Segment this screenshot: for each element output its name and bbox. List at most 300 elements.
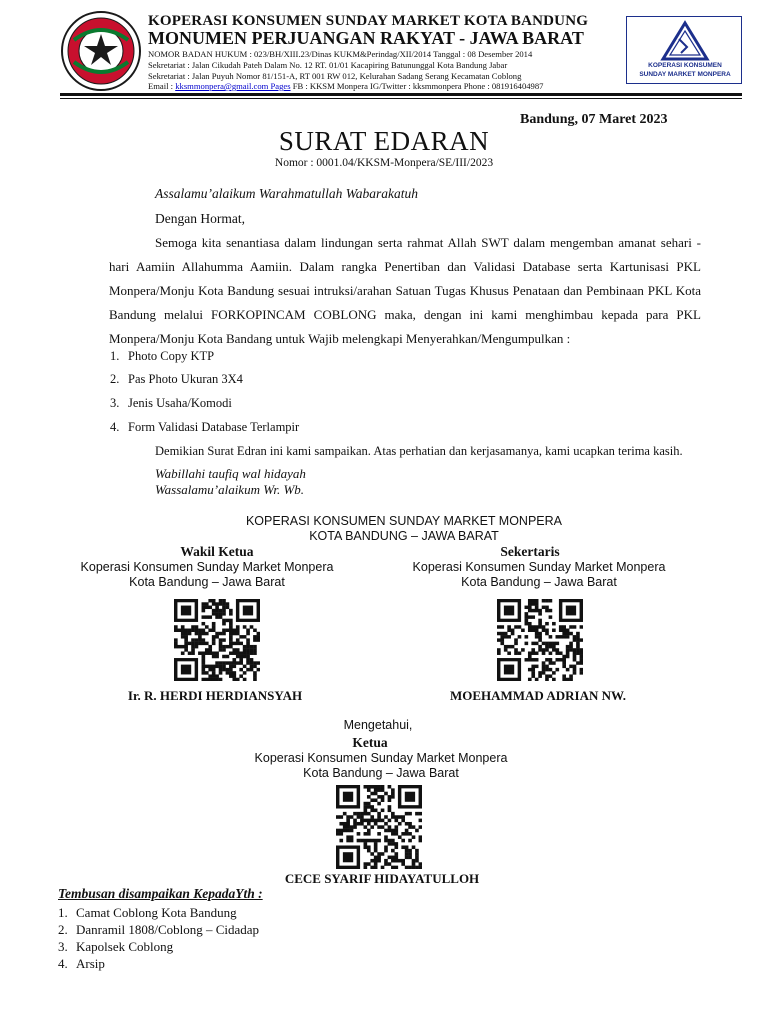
qr-module — [576, 635, 580, 638]
qr-module — [500, 632, 504, 635]
qr-module — [357, 822, 361, 826]
letter-title: SURAT EDARAN — [278, 126, 490, 156]
qr-module — [374, 866, 378, 869]
qr-module — [208, 678, 212, 681]
qr-module — [215, 615, 219, 618]
qr-module — [212, 599, 216, 602]
left-signer-org: Koperasi Konsumen Sunday Market Monpera — [80, 560, 334, 574]
email-link[interactable]: kksmmonpera@gmail.com Pages — [175, 81, 291, 91]
qr-module — [243, 651, 247, 654]
qr-module — [339, 815, 343, 819]
right-signer-org: Koperasi Konsumen Sunday Market Monpera — [412, 560, 666, 574]
qr-module — [525, 612, 529, 615]
qr-module — [374, 785, 378, 789]
qr-module — [580, 668, 583, 671]
qr-module — [415, 829, 419, 833]
right-signer-role: Sekertaris — [500, 544, 560, 559]
list-item — [58, 905, 237, 921]
qr-module — [535, 629, 539, 632]
qr-module — [370, 859, 374, 863]
qr-module — [246, 629, 250, 632]
qr-module — [250, 625, 254, 628]
qr-module — [562, 629, 566, 632]
qr-module — [388, 829, 392, 833]
qr-module — [212, 651, 216, 654]
qr-finder-pattern — [566, 606, 576, 616]
qr-module — [364, 832, 368, 836]
qr-module — [497, 651, 501, 654]
list-item-text: Jenis Usaha/Komodi — [128, 396, 232, 410]
qr-module — [528, 651, 532, 654]
qr-module — [208, 599, 212, 602]
qr-module — [542, 648, 546, 651]
qr-module — [367, 822, 371, 826]
qr-module — [202, 655, 206, 658]
qr-module — [250, 645, 254, 648]
qr-module — [181, 651, 185, 654]
qr-module — [239, 668, 243, 671]
qr-module — [538, 674, 542, 677]
qr-module — [229, 665, 233, 668]
qr-module — [253, 678, 257, 681]
qr-module — [346, 822, 350, 826]
qr-module — [195, 638, 199, 641]
qr-module — [507, 635, 511, 638]
closing-wabillahi: Wabillahi taufiq wal hidayah — [155, 466, 306, 481]
qr-module — [555, 635, 559, 638]
qr-module — [535, 642, 539, 645]
qr-module — [514, 625, 518, 628]
qr-module — [215, 606, 219, 609]
qr-module — [215, 678, 219, 681]
qr-module — [364, 785, 368, 789]
center-signer-org: Koperasi Konsumen Sunday Market Monpera — [254, 751, 508, 765]
qr-module — [229, 661, 233, 664]
qr-module — [226, 606, 230, 609]
qr-module — [195, 645, 199, 648]
qr-module — [545, 642, 549, 645]
qr-module — [525, 642, 529, 645]
qr-module — [202, 651, 206, 654]
qr-module — [401, 845, 405, 849]
qr-module — [212, 612, 216, 615]
qr-module — [401, 862, 405, 866]
qr-module — [229, 651, 233, 654]
qr-module — [405, 832, 409, 836]
qr-module — [370, 839, 374, 843]
qr-module — [339, 839, 343, 843]
qr-module — [531, 642, 535, 645]
qr-module — [222, 619, 226, 622]
qr-module — [545, 632, 549, 635]
qr-module — [219, 648, 223, 651]
qr-module — [528, 668, 532, 671]
qr-module — [388, 825, 392, 829]
qr-module — [569, 674, 573, 677]
qr-module — [226, 671, 230, 674]
qr-module — [374, 862, 378, 866]
qr-module — [229, 645, 233, 648]
qr-module — [569, 625, 573, 628]
qr-module — [212, 609, 216, 612]
qr-module — [549, 645, 553, 648]
qr-module — [346, 825, 350, 829]
qr-module — [500, 625, 504, 628]
left-signer-city: Kota Bandung – Jawa Barat — [129, 575, 285, 589]
qr-module — [391, 849, 395, 853]
qr-module — [531, 615, 535, 618]
qr-module — [408, 832, 412, 836]
qr-module — [377, 819, 381, 823]
qr-module — [525, 658, 529, 661]
cc-item-text: Arsip — [76, 956, 105, 971]
qr-module — [229, 609, 233, 612]
qr-module — [350, 825, 354, 829]
qr-module — [250, 661, 254, 664]
qr-module — [222, 612, 226, 615]
qr-module — [343, 825, 347, 829]
qr-module — [191, 638, 195, 641]
qr-module — [222, 645, 226, 648]
qr-module — [367, 802, 371, 806]
qr-finder-pattern — [504, 606, 514, 616]
center-signer-role: Ketua — [352, 735, 388, 750]
qr-module — [219, 615, 223, 618]
qr-module — [202, 671, 206, 674]
cc-item-text: Kapolsek Coblong — [76, 939, 174, 954]
qr-module — [239, 642, 243, 645]
qr-module — [504, 632, 508, 635]
qr-module — [555, 648, 559, 651]
qr-module — [364, 845, 368, 849]
qr-module — [364, 812, 368, 816]
qr-module — [350, 835, 354, 839]
qr-module — [367, 849, 371, 853]
qr-module — [257, 638, 260, 641]
letter-number: Nomor : 0001.04/KKSM-Monpera/SE/III/2023 — [274, 157, 494, 169]
qr-module — [239, 661, 243, 664]
qr-module — [243, 645, 247, 648]
qr-module — [257, 632, 260, 635]
qr-module — [367, 805, 371, 809]
qr-module — [212, 622, 216, 625]
qr-module — [419, 812, 422, 816]
qr-module — [232, 651, 236, 654]
qr-module — [528, 678, 532, 681]
right-signature-qr-code — [497, 599, 583, 681]
qr-module — [374, 809, 378, 813]
qr-module — [202, 615, 206, 618]
letterhead-rule-thin — [60, 98, 742, 99]
qr-module — [370, 815, 374, 819]
qr-module — [357, 839, 361, 843]
qr-module — [219, 665, 223, 668]
qr-module — [222, 609, 226, 612]
qr-module — [388, 785, 392, 789]
qr-module — [215, 661, 219, 664]
qr-module — [357, 812, 361, 816]
qr-module — [198, 635, 202, 638]
qr-module — [538, 619, 542, 622]
qr-module — [511, 645, 515, 648]
qr-module — [253, 671, 257, 674]
cc-item-number: 3. — [58, 939, 68, 954]
qr-module — [388, 805, 392, 809]
qr-module — [580, 661, 583, 664]
qr-module — [253, 648, 257, 651]
qr-module — [528, 606, 532, 609]
center-signer-name: CECE SYARIF HIDAYATULLOH — [284, 871, 480, 886]
qr-module — [391, 859, 395, 863]
qr-module — [219, 671, 223, 674]
cc-item-text: Camat Coblong Kota Bandung — [76, 905, 237, 920]
qr-module — [408, 866, 412, 869]
qr-module — [243, 671, 247, 674]
qr-module — [212, 602, 216, 605]
qr-module — [388, 809, 392, 813]
qr-module — [538, 638, 542, 641]
qr-module — [239, 658, 243, 661]
qr-module — [243, 655, 247, 658]
qr-module — [377, 839, 381, 843]
qr-module — [202, 668, 206, 671]
qr-module — [552, 678, 556, 681]
qr-module — [222, 599, 226, 602]
qr-module — [367, 839, 371, 843]
qr-module — [507, 651, 511, 654]
secretariat-address-1: Sekretariat : Jalan Cikudah Pateh Dalam No. 12 RT. 01/01 Kacapiring Batununggal Kota Bandung Jabar — [148, 60, 508, 70]
qr-module — [566, 629, 570, 632]
qr-module — [232, 658, 236, 661]
body-paragraph: Semoga kita senantiasa dalam lindungan serta rahmat Allah SWT dalam mengemban amanat sehari - hari Aamiin Allahumma Aamiin. Dalam rangka Penertiban dan Validasi Database serta Kartunisasi PKL Monpera/Monju Kota Bandung sesuai intruksi/arahan Satuan Tugas Khusus Penataan dan Pembinaan PKL Kota Bandung melalui FORKOPINCAM COBLONG maka, dengan ini kami menghimbau kepada para PKL Monpera/Monju Kota Bandang untuk Wajib melengkapi Menyerahkan/Mengumpulkan : — [109, 235, 701, 346]
qr-module — [229, 638, 233, 641]
qr-module — [253, 665, 257, 668]
qr-module — [562, 665, 566, 668]
list-item — [110, 396, 232, 411]
left-signer-name: Ir. R. HERDI HERDIANSYAH — [127, 688, 303, 703]
qr-module — [215, 651, 219, 654]
list-item-text: Form Validasi Database Terlampir — [128, 420, 300, 434]
qr-module — [208, 629, 212, 632]
qr-module — [569, 648, 573, 651]
qr-module — [388, 819, 392, 823]
qr-module — [195, 629, 199, 632]
qr-module — [576, 645, 580, 648]
qr-module — [542, 599, 546, 602]
qr-module — [415, 849, 419, 853]
qr-module — [353, 822, 357, 826]
qr-module — [367, 785, 371, 789]
qr-module — [208, 648, 212, 651]
qr-module — [580, 671, 583, 674]
qr-module — [243, 665, 247, 668]
qr-module — [346, 815, 350, 819]
list-item-number: 3. — [110, 396, 120, 410]
qr-module — [580, 638, 583, 641]
qr-module — [377, 815, 381, 819]
qr-module — [236, 661, 240, 664]
qr-module — [215, 632, 219, 635]
qr-module — [364, 802, 368, 806]
qr-module — [542, 606, 546, 609]
qr-module — [504, 648, 508, 651]
qr-module — [226, 602, 230, 605]
qr-module — [177, 629, 181, 632]
qr-module — [202, 622, 206, 625]
qr-module — [222, 648, 226, 651]
qr-module — [174, 638, 178, 641]
qr-module — [350, 829, 354, 833]
qr-module — [566, 632, 570, 635]
right-signer-city: Kota Bandung – Jawa Barat — [461, 575, 617, 589]
qr-module — [405, 866, 409, 869]
qr-module — [419, 835, 422, 839]
left-signer-role: Wakil Ketua — [180, 544, 254, 559]
qr-module — [535, 632, 539, 635]
qr-module — [222, 661, 226, 664]
qr-module — [381, 866, 385, 869]
qr-module — [374, 839, 378, 843]
qr-module — [555, 658, 559, 661]
qr-module — [381, 788, 385, 792]
qr-module — [226, 619, 230, 622]
qr-module — [535, 665, 539, 668]
qr-module — [514, 651, 518, 654]
qr-module — [191, 645, 195, 648]
qr-module — [394, 866, 398, 869]
qr-module — [391, 829, 395, 833]
qr-module — [388, 862, 392, 866]
qr-module — [549, 615, 553, 618]
qr-module — [219, 632, 223, 635]
qr-module — [542, 651, 546, 654]
qr-module — [202, 629, 206, 632]
qr-module — [559, 658, 563, 661]
qr-module — [253, 629, 257, 632]
qr-module — [239, 635, 243, 638]
qr-module — [353, 825, 357, 829]
qr-module — [542, 661, 546, 664]
left-signature-qr-code — [174, 599, 260, 681]
qr-module — [229, 632, 233, 635]
qr-module — [549, 658, 553, 661]
qr-module — [500, 642, 504, 645]
qr-module — [208, 615, 212, 618]
qr-module — [239, 674, 243, 677]
qr-module — [226, 661, 230, 664]
qr-module — [549, 668, 553, 671]
qr-module — [253, 638, 257, 641]
contact-line — [148, 81, 543, 92]
qr-module — [243, 678, 247, 681]
qr-module — [405, 829, 409, 833]
qr-module — [531, 629, 535, 632]
qr-module — [202, 665, 206, 668]
qr-module — [573, 655, 577, 658]
qr-module — [566, 678, 570, 681]
sign-org-city: KOTA BANDUNG – JAWA BARAT — [309, 529, 499, 543]
qr-module — [381, 819, 385, 823]
qr-module — [394, 852, 398, 856]
qr-module — [236, 632, 240, 635]
qr-module — [246, 642, 250, 645]
qr-module — [535, 651, 539, 654]
qr-module — [576, 648, 580, 651]
qr-module — [419, 825, 422, 829]
qr-module — [184, 648, 188, 651]
letterhead-rule-thick — [60, 93, 742, 96]
qr-module — [525, 635, 529, 638]
qr-module — [367, 819, 371, 823]
qr-module — [246, 648, 250, 651]
qr-module — [559, 629, 563, 632]
qr-module — [384, 815, 388, 819]
qr-module — [370, 852, 374, 856]
qr-module — [525, 606, 529, 609]
qr-module — [408, 849, 412, 853]
qr-module — [545, 665, 549, 668]
qr-module — [250, 668, 254, 671]
qr-module — [215, 609, 219, 612]
qr-module — [391, 795, 395, 799]
qr-module — [531, 658, 535, 661]
qr-module — [346, 835, 350, 839]
qr-module — [205, 678, 209, 681]
qr-module — [184, 638, 188, 641]
qr-module — [542, 665, 546, 668]
qr-module — [538, 609, 542, 612]
qr-module — [569, 665, 573, 668]
qr-module — [549, 651, 553, 654]
qr-module — [339, 822, 343, 826]
qr-module — [507, 629, 511, 632]
qr-module — [538, 622, 542, 625]
qr-module — [500, 638, 504, 641]
monpera-logo-text-1: KOPERASI KONSUMEN — [648, 62, 722, 69]
qr-module — [531, 651, 535, 654]
qr-module — [545, 658, 549, 661]
qr-module — [377, 825, 381, 829]
qr-module — [229, 619, 233, 622]
qr-module — [202, 602, 206, 605]
qr-module — [408, 852, 412, 856]
qr-module — [552, 671, 556, 674]
list-item — [110, 420, 299, 435]
qr-module — [246, 661, 250, 664]
qr-module — [257, 635, 260, 638]
qr-module — [394, 845, 398, 849]
qr-module — [188, 651, 192, 654]
qr-module — [412, 845, 416, 849]
qr-module — [419, 819, 422, 823]
qr-module — [401, 839, 405, 843]
qr-module — [184, 629, 188, 632]
qr-module — [384, 849, 388, 853]
qr-module — [246, 668, 250, 671]
qr-module — [205, 648, 209, 651]
qr-module — [364, 819, 368, 823]
qr-module — [215, 612, 219, 615]
qr-module — [219, 599, 223, 602]
qr-module — [253, 674, 257, 677]
qr-module — [549, 609, 553, 612]
qr-module — [184, 642, 188, 645]
qr-module — [250, 648, 254, 651]
qr-module — [394, 819, 398, 823]
qr-finder-pattern — [343, 792, 353, 802]
qr-module — [559, 625, 563, 628]
qr-module — [569, 642, 573, 645]
